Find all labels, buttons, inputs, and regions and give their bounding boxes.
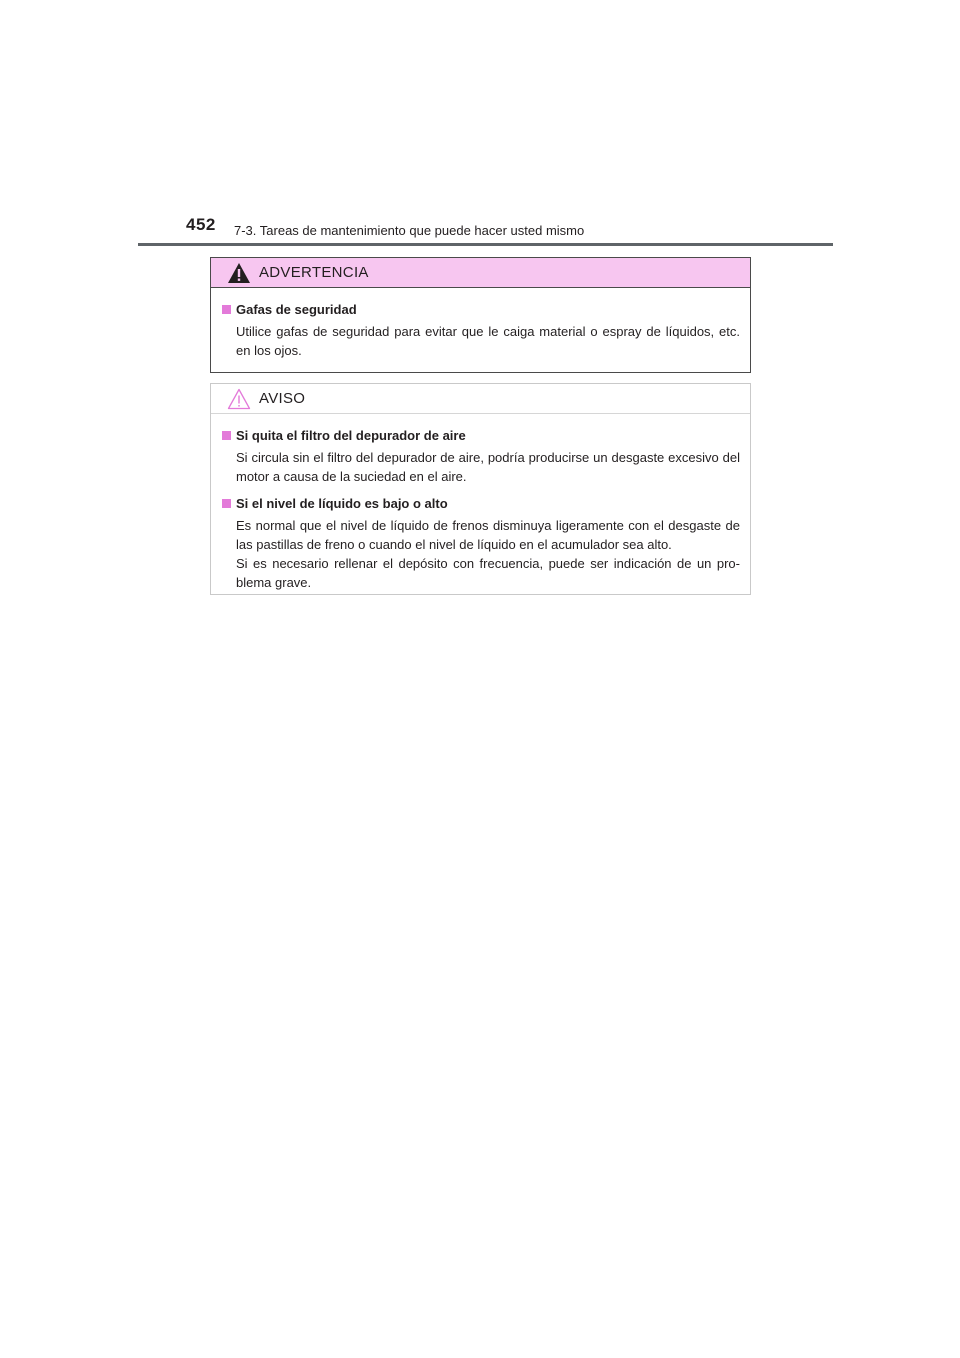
item-title — [222, 426, 740, 445]
item-text — [222, 322, 740, 360]
item-paragraph: Si circula sin el filtro del depurador de aire, podría producirse un desgaste excesivo del motor a causa de la suciedad en el aire. — [236, 450, 740, 484]
list-item — [222, 300, 740, 360]
square-bullet-icon — [222, 431, 231, 440]
item-title — [222, 300, 740, 319]
header-rule — [138, 243, 833, 246]
item-title-text: Gafas de seguridad — [236, 302, 357, 317]
notice-box-label: AVISO — [259, 390, 306, 407]
section-title: 7-3. Tareas de mantenimiento que puede hacer usted mismo — [234, 223, 585, 238]
item-paragraph: Es normal que el nivel de líquido de frenos disminuya ligeramente con el desgaste de las pastillas de freno o cuando el nivel de líquido en el acumulador sea alto. — [236, 518, 740, 552]
list-item — [222, 494, 740, 592]
page-number: 452 — [186, 215, 216, 234]
square-bullet-icon — [222, 305, 231, 314]
list-item — [222, 426, 740, 486]
item-paragraph: Utilice gafas de seguridad para evitar que le caiga material o espray de líquidos, etc. en los ojos. — [236, 324, 740, 358]
item-title — [222, 494, 740, 513]
notice-box — [210, 383, 751, 595]
item-paragraph: Si es necesario rellenar el depósito con frecuencia, puede ser indicación de un pro-blema grave. — [236, 556, 740, 590]
square-bullet-icon — [222, 499, 231, 508]
notice-box-header — [211, 384, 750, 414]
item-title-text: Si el nivel de líquido es bajo o alto — [236, 496, 448, 511]
caution-triangle-outline-icon — [227, 388, 251, 410]
warning-box-header — [211, 258, 750, 288]
warning-box — [210, 257, 751, 373]
notice-box-body — [211, 414, 750, 592]
warning-box-body — [211, 288, 750, 360]
item-text — [222, 448, 740, 486]
warning-box-label: ADVERTENCIA — [259, 264, 369, 281]
warning-triangle-icon — [227, 262, 251, 284]
item-text — [222, 516, 740, 592]
item-title-text: Si quita el filtro del depurador de aire — [236, 428, 466, 443]
